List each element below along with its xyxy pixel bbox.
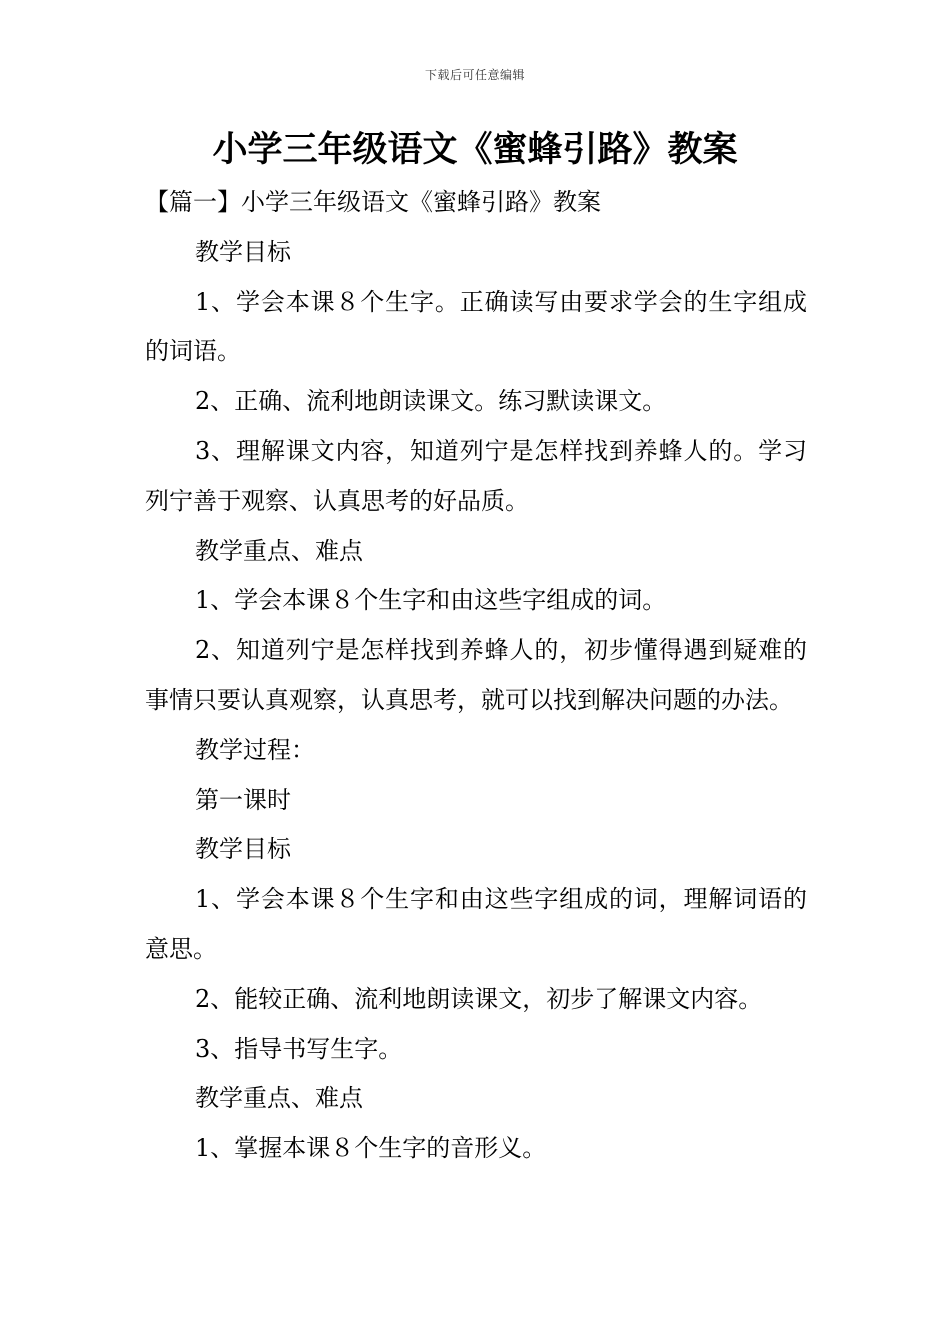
paragraph: 2、知道列宁是怎样找到养蜂人的，初步懂得遇到疑难的事情只要认真观察，认真思考，就可以找到解决问题的办法。 — [145, 636, 807, 714]
document-body — [145, 178, 807, 1174]
paragraph: 2、能较正确、流利地朗读课文，初步了解课文内容。 — [195, 984, 763, 1013]
subheading-key-points: 教学重点、难点 — [195, 536, 363, 565]
subheading-key-points: 教学重点、难点 — [195, 1084, 363, 1113]
paragraph: 3、理解课文内容，知道列宁是怎样找到养蜂人的。学习列宁善于观察、认真思考的好品质。 — [145, 436, 807, 515]
paragraph: 1、学会本课８个生字。正确读写由要求学会的生字组成的词语。 — [145, 287, 807, 366]
paragraph: 3、指导书写生字。 — [195, 1034, 403, 1063]
section-heading: 【篇一】小学三年级语文《蜜蜂引路》教案 — [145, 188, 601, 216]
subheading-teaching-goals: 教学目标 — [195, 835, 291, 864]
subheading-teaching-goals: 教学目标 — [195, 237, 291, 266]
paragraph: 1、掌握本课８个生字的音形义。 — [195, 1134, 547, 1163]
subheading-first-lesson: 第一课时 — [195, 785, 291, 814]
paragraph: 1、学会本课８个生字和由这些字组成的词。 — [195, 586, 667, 615]
document-title: 小学三年级语文《蜜蜂引路》教案 — [212, 129, 738, 170]
header-note: 下载后可任意编辑 — [424, 68, 525, 82]
subheading-teaching-process: 教学过程： — [195, 735, 315, 764]
paragraph: 2、正确、流利地朗读课文。练习默读课文。 — [195, 387, 667, 416]
paragraph: 1、学会本课８个生字和由这些字组成的词，理解词语的意思。 — [145, 885, 807, 963]
